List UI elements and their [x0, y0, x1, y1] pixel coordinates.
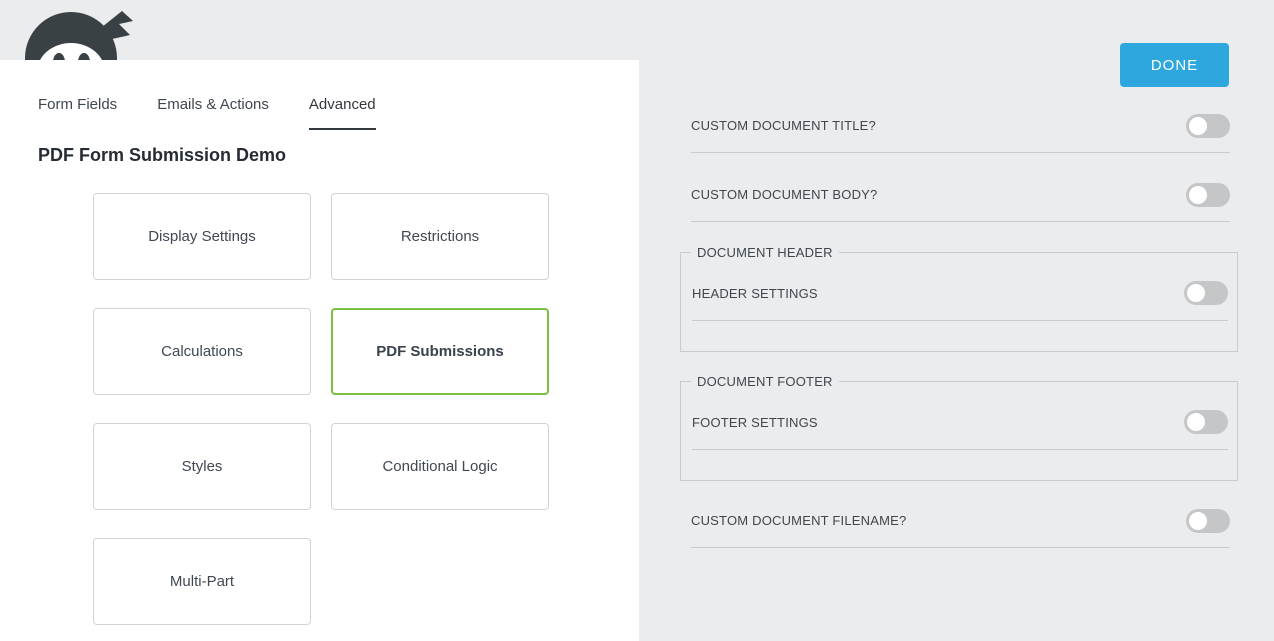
tab-form-fields[interactable]: Form Fields: [38, 96, 118, 113]
builder-tabs: [38, 96, 376, 130]
toggle-knob: [1187, 284, 1205, 302]
header-settings-toggle[interactable]: [1184, 281, 1228, 305]
advanced-menu-grid: [93, 193, 549, 625]
setting-row-header-settings: [692, 266, 1228, 321]
document-header-legend: DOCUMENT HEADER: [691, 245, 839, 260]
multi-part-button[interactable]: Multi-Part: [93, 538, 311, 625]
display-settings-button[interactable]: Display Settings: [93, 193, 311, 280]
form-title: PDF Form Submission Demo: [38, 145, 287, 165]
setting-row-custom-document-filename: [691, 494, 1230, 548]
calculations-button[interactable]: Calculations: [93, 308, 311, 395]
setting-row-custom-document-body: [691, 168, 1230, 222]
restrictions-button[interactable]: Restrictions: [331, 193, 549, 280]
tab-emails-actions[interactable]: Emails & Actions: [157, 96, 269, 113]
custom-document-body-toggle[interactable]: [1186, 183, 1230, 207]
ninja-forms-logo: [21, 8, 133, 60]
toggle-knob: [1189, 117, 1207, 135]
ninja-icon: [21, 8, 133, 60]
custom-document-filename-label: CUSTOM DOCUMENT FILENAME?: [691, 513, 907, 528]
styles-button[interactable]: Styles: [93, 423, 311, 510]
document-header-group: [680, 245, 1238, 352]
setting-row-footer-settings: [692, 395, 1228, 450]
header-settings-label: HEADER SETTINGS: [692, 285, 818, 301]
custom-document-title-label: CUSTOM DOCUMENT TITLE?: [691, 118, 876, 133]
conditional-logic-button[interactable]: Conditional Logic: [331, 423, 549, 510]
pdf-submissions-button[interactable]: PDF Submissions: [331, 308, 549, 395]
tab-advanced[interactable]: Advanced: [309, 96, 376, 130]
custom-document-filename-toggle[interactable]: [1186, 509, 1230, 533]
toggle-knob: [1189, 186, 1207, 204]
setting-row-custom-document-title: [691, 99, 1230, 153]
footer-settings-toggle[interactable]: [1184, 410, 1228, 434]
toggle-knob: [1189, 512, 1207, 530]
custom-document-body-label: CUSTOM DOCUMENT BODY?: [691, 187, 878, 202]
document-footer-legend: DOCUMENT FOOTER: [691, 374, 839, 389]
custom-document-title-toggle[interactable]: [1186, 114, 1230, 138]
done-button[interactable]: DONE: [1120, 43, 1229, 87]
toggle-knob: [1187, 413, 1205, 431]
document-footer-group: [680, 374, 1238, 481]
footer-settings-label: FOOTER SETTINGS: [692, 414, 818, 430]
